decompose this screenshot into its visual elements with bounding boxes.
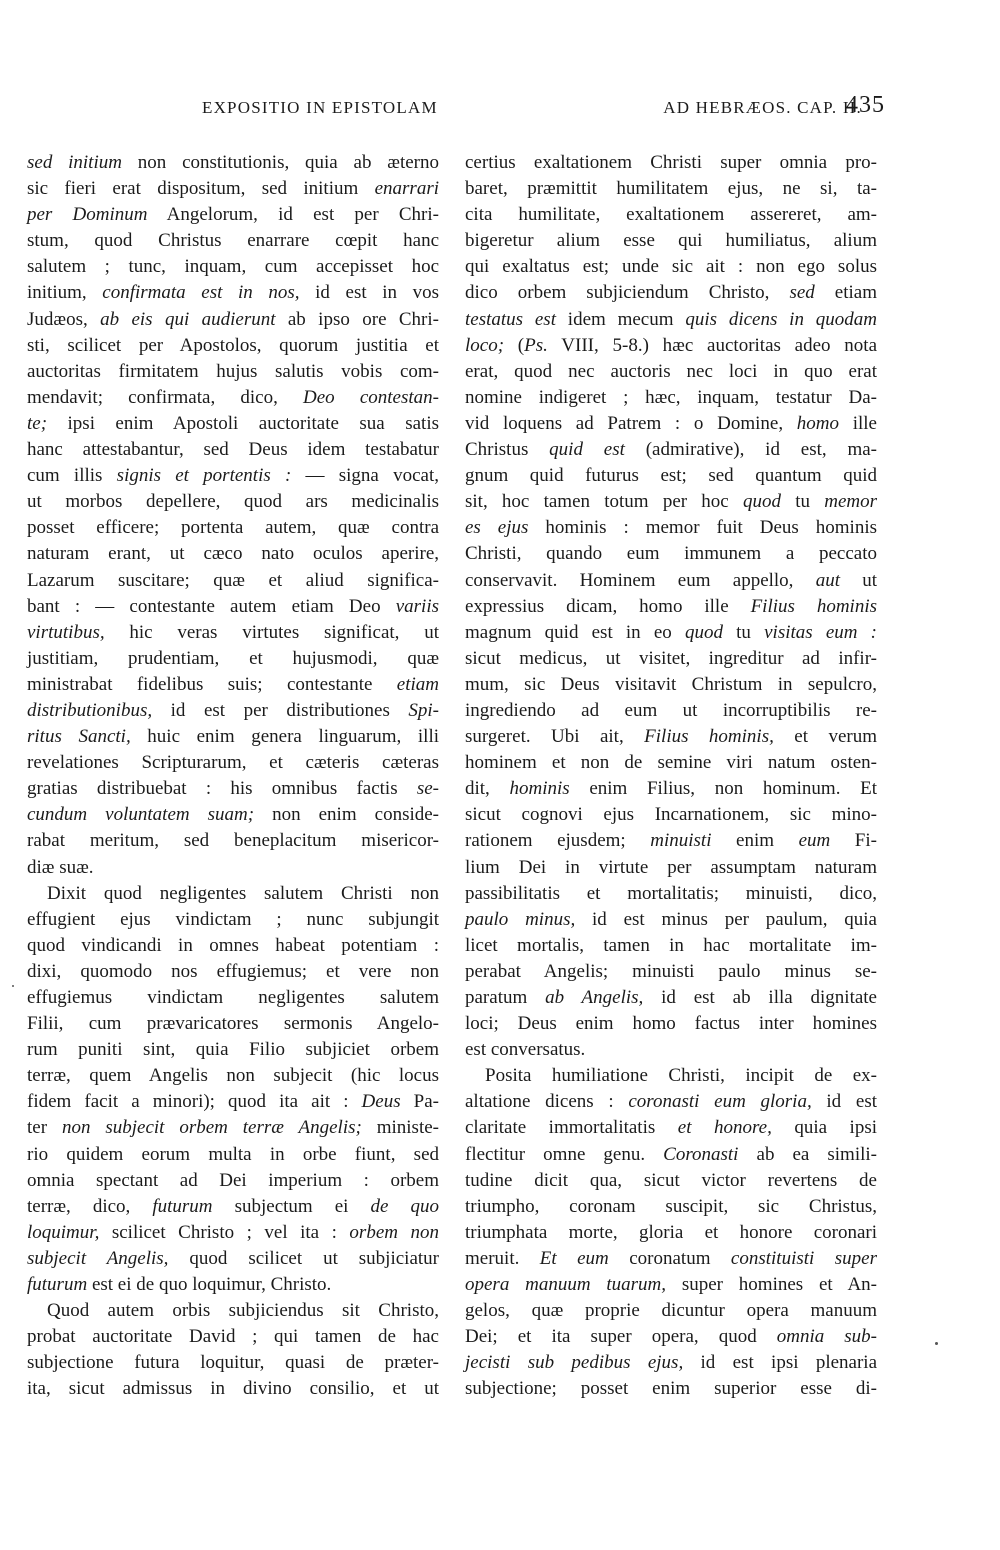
text-segment: hominis : memor fuit Deus hominis xyxy=(528,517,877,539)
text-segment: loci; Deus enim homo factus inter homines xyxy=(465,1013,877,1035)
text-line xyxy=(27,750,439,776)
text-segment: expressius dicam, homo ille xyxy=(465,595,751,617)
text-line xyxy=(465,437,877,463)
text-segment: ut morbos depellere, quod ars medicinalis xyxy=(27,491,439,513)
italic-text-segment: variis xyxy=(395,595,439,617)
italic-text-segment: ab eis qui audierunt xyxy=(100,308,276,330)
text-segment: Fi- xyxy=(830,830,877,852)
text-segment: initium, xyxy=(27,282,103,304)
italic-text-segment: cundum voluntatem suam; xyxy=(27,804,255,826)
text-segment: gnum quid futurus est; sed quantum quid xyxy=(465,465,877,487)
italic-text-segment: ab Angelis, xyxy=(545,987,644,1008)
italic-text-segment: virtutibus, xyxy=(27,621,105,643)
italic-text-segment: futurum xyxy=(27,1274,88,1296)
text-segment: tu xyxy=(722,621,765,643)
text-line xyxy=(27,1194,439,1220)
text-line xyxy=(465,359,877,385)
text-segment: et verum xyxy=(773,726,877,748)
text-segment: est conversatus. xyxy=(465,1039,586,1061)
running-head xyxy=(202,98,862,118)
text-segment: coronatum xyxy=(608,1247,731,1269)
text-line xyxy=(465,776,877,802)
text-segment: bigeretur alium esse qui humiliatus, alium xyxy=(465,230,877,252)
text-line xyxy=(465,1376,877,1402)
text-segment: rum puniti sint, quia Filio subjiciet orbem xyxy=(27,1039,439,1061)
text-line xyxy=(465,1298,877,1324)
text-line xyxy=(465,1115,877,1141)
text-line xyxy=(27,802,439,828)
text-segment: subjectione; posset enim superior esse di- xyxy=(465,1378,877,1400)
italic-text-segment: orbem non xyxy=(349,1221,439,1243)
italic-text-segment: eum xyxy=(798,830,831,852)
italic-text-segment: omnia sub- xyxy=(776,1326,877,1348)
text-line xyxy=(27,1011,439,1037)
text-line xyxy=(27,698,439,724)
italic-text-segment: Deo contestan- xyxy=(303,386,439,408)
text-line xyxy=(465,594,877,620)
text-line xyxy=(27,594,439,620)
text-line xyxy=(27,1089,439,1115)
text-segment: mum, sic Deus visitavit Christum in sepulcro, xyxy=(465,673,877,695)
text-line xyxy=(465,568,877,594)
text-line xyxy=(27,828,439,854)
text-segment: qui exaltatus est; unde sic ait : non ego solus xyxy=(465,256,877,278)
text-segment: posset efficere; portenta autem, quæ contra xyxy=(27,517,439,539)
text-line xyxy=(465,202,877,228)
text-segment: terræ, quem Angelis non subjecit (hic locus xyxy=(27,1065,439,1087)
text-line xyxy=(465,672,877,698)
italic-text-segment: loquimur, xyxy=(27,1221,100,1243)
text-line xyxy=(27,333,439,359)
text-segment: conservavit. Hominem eum appello, xyxy=(465,569,816,591)
text-segment: ut xyxy=(839,569,877,591)
text-line xyxy=(465,176,877,202)
italic-text-segment: opera manuum tuarum, xyxy=(465,1274,667,1296)
text-line xyxy=(27,1272,439,1298)
italic-text-segment: minuisti xyxy=(650,830,712,852)
text-segment: omnia spectant ad Dei imperium : orbem xyxy=(27,1169,439,1191)
text-segment: Judæos, xyxy=(27,308,101,330)
text-line xyxy=(27,1376,439,1402)
text-line xyxy=(465,541,877,567)
text-segment: Christus xyxy=(465,439,550,461)
text-line xyxy=(27,1142,439,1168)
text-segment: bant : — contestante autem etiam Deo xyxy=(27,595,396,617)
text-line xyxy=(465,959,877,985)
text-line xyxy=(465,724,877,750)
text-line xyxy=(465,411,877,437)
text-segment: Lazarum suscitare; quæ et aliud significa- xyxy=(27,569,439,591)
text-segment: flectitur omne genu. xyxy=(465,1143,664,1165)
text-segment: Pa- xyxy=(400,1091,439,1113)
text-line xyxy=(465,933,877,959)
text-line xyxy=(27,437,439,463)
text-line xyxy=(465,385,877,411)
text-segment: id est in vos xyxy=(299,282,440,304)
text-line xyxy=(465,515,877,541)
text-segment: tu xyxy=(780,491,825,513)
text-segment: ( xyxy=(504,334,525,356)
text-line xyxy=(465,698,877,724)
text-segment: quod scilicet ut subjiciatur xyxy=(168,1247,439,1269)
text-line xyxy=(27,541,439,567)
text-segment: non constitutionis, quia ab æterno xyxy=(121,152,439,173)
text-line xyxy=(465,1142,877,1168)
text-line xyxy=(27,150,439,176)
italic-text-segment: enarrari xyxy=(374,178,439,200)
text-line xyxy=(465,985,877,1011)
italic-text-segment: testatus est xyxy=(465,308,556,330)
italic-text-segment: se- xyxy=(416,778,439,800)
text-segment: stum, quod Christus enarrare cœpit hanc xyxy=(27,230,439,252)
text-segment: enim xyxy=(711,830,799,852)
italic-text-segment: aut xyxy=(815,569,840,591)
text-line xyxy=(465,150,877,176)
italic-text-segment: subjecit Angelis, xyxy=(27,1247,169,1269)
italic-text-segment: memor xyxy=(824,491,878,513)
text-line xyxy=(27,489,439,515)
page-number: 435 xyxy=(846,92,885,118)
text-segment: quod vindicandi in omnes habeat potentiam : xyxy=(27,934,439,956)
text-line xyxy=(27,985,439,1011)
text-segment: ingrediendo ad eum ut incorruptibilis re- xyxy=(465,699,877,721)
text-segment: lium Dei in virtute per assumptam naturam xyxy=(465,856,877,878)
italic-text-segment: coronasti eum gloria, xyxy=(628,1091,812,1113)
text-segment: Christi, quando eum immunem a peccato xyxy=(465,543,877,565)
text-segment: id est ipsi plenaria xyxy=(683,1352,878,1374)
text-line xyxy=(465,1194,877,1220)
text-line xyxy=(465,1089,877,1115)
text-segment: effugiemus vindictam negligentes salutem xyxy=(27,987,439,1008)
italic-text-segment: quod xyxy=(742,491,781,513)
text-line xyxy=(27,307,439,333)
text-segment: revelationes Scripturarum, et cæteris cæteras xyxy=(27,752,439,774)
text-segment: id est xyxy=(811,1091,877,1113)
text-line xyxy=(465,1168,877,1194)
text-segment: Dei; et ita super opera, quod xyxy=(465,1326,777,1348)
italic-text-segment: Coronasti xyxy=(663,1143,739,1165)
text-segment: gratias distribuebat : his omnibus factis xyxy=(27,778,417,800)
italic-text-segment: sed initium xyxy=(27,152,122,173)
italic-text-segment: futurum xyxy=(152,1195,213,1217)
text-line xyxy=(465,280,877,306)
text-segment: licet mortalis, tamen in hac mortalitate im- xyxy=(465,934,877,956)
text-line xyxy=(27,907,439,933)
left-text-column xyxy=(27,150,439,1403)
text-segment: id est per distributiones xyxy=(152,699,409,721)
text-line xyxy=(465,333,877,359)
italic-text-segment: Deus xyxy=(361,1091,401,1113)
text-segment: id est ab illa dignitate xyxy=(643,987,877,1008)
text-line xyxy=(27,1298,439,1324)
text-segment: subjectum ei xyxy=(212,1195,371,1217)
text-segment: magnum quid est in eo xyxy=(465,621,685,643)
text-segment: ab ea simili- xyxy=(738,1143,877,1165)
italic-text-segment: distributionibus, xyxy=(27,699,153,721)
italic-text-segment: sed xyxy=(789,282,815,304)
italic-text-segment: confirmata est in nos, xyxy=(102,282,300,304)
text-segment: rationem ejusdem; xyxy=(465,830,651,852)
text-segment: etiam xyxy=(814,282,878,304)
text-segment: certius exaltationem Christi super omnia pro- xyxy=(465,152,877,173)
text-line xyxy=(27,1350,439,1376)
italic-text-segment: per Dominum xyxy=(27,204,148,226)
italic-text-segment: signis et portentis : xyxy=(116,465,292,487)
text-line xyxy=(27,855,439,881)
text-line xyxy=(27,1324,439,1350)
text-segment: sit, hoc tamen totum per hoc xyxy=(465,491,743,513)
text-segment: mendavit; confirmata, dico, xyxy=(27,386,304,408)
text-line xyxy=(27,672,439,698)
text-segment: non enim conside- xyxy=(254,804,440,826)
text-segment: rio quidem eorum multa in orbe fiunt, sed xyxy=(27,1143,439,1165)
text-line xyxy=(465,307,877,333)
italic-text-segment: jecisti sub pedibus ejus, xyxy=(465,1352,684,1374)
italic-text-segment: visitas eum : xyxy=(764,621,877,643)
text-line xyxy=(27,385,439,411)
text-line xyxy=(27,202,439,228)
text-segment: passibilitatis et mortalitatis; minuisti, dico, xyxy=(465,882,877,904)
text-line xyxy=(27,254,439,280)
text-segment: rabat meritum, sed beneplacitum misericor- xyxy=(27,830,439,852)
text-line xyxy=(465,1220,877,1246)
text-segment: enim Filius, non hominum. Et xyxy=(569,778,878,800)
text-segment: Dixit quod negligentes salutem Christi non xyxy=(47,882,439,904)
italic-text-segment: quod xyxy=(684,621,723,643)
text-segment: effugient ejus vindictam ; nunc subjungit xyxy=(27,908,439,930)
text-line xyxy=(27,280,439,306)
text-segment: salutem ; tunc, inquam, cum accepisset hoc xyxy=(27,256,439,278)
text-line xyxy=(27,1168,439,1194)
text-line xyxy=(465,646,877,672)
text-segment: paratum xyxy=(465,987,546,1008)
text-segment: sicut cognovi ejus Incarnationem, sic mino- xyxy=(465,804,877,826)
text-line xyxy=(465,1037,877,1063)
text-line xyxy=(27,1115,439,1141)
italic-text-segment: hominis xyxy=(509,778,570,800)
italic-text-segment: paulo minus, xyxy=(465,908,576,930)
text-segment: idem mecum xyxy=(555,308,686,330)
text-segment: dico orbem subjiciendum Christo, xyxy=(465,282,790,304)
text-segment: erat, quod nec auctoris nec loci in quo erat xyxy=(465,360,877,382)
italic-text-segment: de quo xyxy=(370,1195,439,1217)
text-segment: hanc attestabantur, sed Deus idem testabatur xyxy=(27,439,439,461)
paper-speck xyxy=(12,985,14,987)
text-line xyxy=(27,411,439,437)
text-segment: triumpho, coronam suscipit, sic Christus, xyxy=(465,1195,877,1217)
text-line xyxy=(465,828,877,854)
text-line xyxy=(465,463,877,489)
text-line xyxy=(27,1220,439,1246)
text-segment: hic veras virtutes significat, ut xyxy=(104,621,439,643)
text-segment: dixi, quomodo nos effugiemus; et vere non xyxy=(27,960,439,982)
text-segment: nomine indigeret ; hæc, inquam, testatur Da- xyxy=(465,386,877,408)
text-segment: — signa vocat, xyxy=(291,465,439,487)
text-segment: ter xyxy=(27,1117,62,1139)
text-segment: huic enim genera linguarum, illi xyxy=(130,726,440,748)
italic-text-segment: non subjecit orbem terræ Angelis; xyxy=(61,1117,362,1139)
text-segment: ille xyxy=(839,412,877,434)
text-line xyxy=(465,489,877,515)
right-text-column xyxy=(465,150,877,1403)
text-segment: diæ suæ. xyxy=(27,856,94,878)
text-line xyxy=(27,933,439,959)
italic-text-segment: es ejus xyxy=(465,517,529,539)
text-line xyxy=(27,724,439,750)
italic-text-segment: Filius hominis, xyxy=(644,726,774,748)
text-line xyxy=(27,359,439,385)
text-segment: meruit. xyxy=(465,1247,540,1269)
text-line xyxy=(465,620,877,646)
text-segment: id est minus per paulum, quia xyxy=(575,908,877,930)
text-segment: scilicet Christo ; vel ita : xyxy=(99,1221,350,1243)
text-segment: Angelorum, id est per Chri- xyxy=(147,204,439,226)
text-line xyxy=(27,776,439,802)
text-line xyxy=(465,1350,877,1376)
text-line xyxy=(27,959,439,985)
text-line xyxy=(465,802,877,828)
italic-text-segment: Ps. xyxy=(524,334,548,356)
text-segment: auctoritas firmitatem hujus salutis vobis com- xyxy=(27,360,439,382)
text-line xyxy=(27,515,439,541)
italic-text-segment: ritus Sancti, xyxy=(27,726,131,748)
text-line xyxy=(465,750,877,776)
text-line xyxy=(465,1011,877,1037)
text-segment: naturam erant, ut cæco nato oculos aperire, xyxy=(27,543,439,565)
text-segment: super homines et An- xyxy=(666,1274,877,1296)
text-segment: ipsi enim Apostoli auctoritate sua satis xyxy=(47,412,439,434)
text-segment: cita humilitate, exaltationem assereret, am- xyxy=(465,204,877,226)
text-segment: surgeret. Ubi ait, xyxy=(465,726,645,748)
text-segment: altatione dicens : xyxy=(465,1091,629,1113)
text-segment: cum illis xyxy=(27,465,117,487)
text-segment: sic fieri erat dispositum, sed initium xyxy=(27,178,375,200)
italic-text-segment: te; xyxy=(27,412,48,434)
italic-text-segment: quis dicens in quodam xyxy=(685,308,877,330)
italic-text-segment: Spi- xyxy=(408,699,439,721)
text-segment: vid loquens ad Patrem : o Domine, xyxy=(465,412,797,434)
text-line xyxy=(27,176,439,202)
text-segment: VIII, 5-8.) hæc auctoritas adeo nota xyxy=(547,334,877,356)
text-segment: gelos, quæ proprie dicuntur opera manuum xyxy=(465,1300,877,1322)
text-line xyxy=(27,620,439,646)
text-line xyxy=(27,646,439,672)
text-segment: fidem facit a minori); quod ita ait : xyxy=(27,1091,362,1113)
text-line xyxy=(27,463,439,489)
italic-text-segment: et honore, xyxy=(677,1117,772,1139)
text-line xyxy=(465,1324,877,1350)
paper-speck xyxy=(935,1342,938,1345)
text-segment: ministrabat fidelibus suis; contestante xyxy=(27,673,397,695)
text-segment: Filii, cum prævaricatores sermonis Angelo- xyxy=(27,1013,439,1035)
text-segment: baret, præmittit humilitatem ejus, ne si, ta- xyxy=(465,178,877,200)
italic-text-segment: homo xyxy=(796,412,840,434)
italic-text-segment: Et eum xyxy=(539,1247,609,1269)
text-line xyxy=(27,568,439,594)
text-segment: justitiam, prudentiam, et hujusmodi, quæ xyxy=(27,647,439,669)
text-line xyxy=(27,881,439,907)
text-line xyxy=(465,228,877,254)
italic-text-segment: quid est xyxy=(549,439,625,461)
text-line xyxy=(27,1063,439,1089)
text-segment: sti, scilicet per Apostolos, quorum justitia et xyxy=(27,334,439,356)
text-segment: triumphata morte, gloria et honore coronari xyxy=(465,1221,877,1243)
text-segment: (admirative), id est, ma- xyxy=(624,439,877,461)
text-segment: terræ, dico, xyxy=(27,1195,153,1217)
text-segment: claritate immortalitatis xyxy=(465,1117,678,1139)
text-line xyxy=(27,228,439,254)
text-line xyxy=(465,1063,877,1089)
text-segment: hominem et non de semine viri natum osten- xyxy=(465,752,877,774)
running-head-title-right: AD HEBRÆOS. CAP. II. xyxy=(663,98,862,117)
text-line xyxy=(465,1272,877,1298)
text-segment: ministe- xyxy=(361,1117,439,1139)
text-segment: tudine dicit qua, sicut victor revertens de xyxy=(465,1169,877,1191)
text-segment: dit, xyxy=(465,778,510,800)
text-segment: quia ipsi xyxy=(771,1117,877,1139)
text-segment: ab ipso ore Chri- xyxy=(275,308,439,330)
text-segment: subjectione futura loquitur, quasi de præter- xyxy=(27,1352,439,1374)
text-line xyxy=(465,907,877,933)
text-line xyxy=(465,254,877,280)
text-line xyxy=(27,1246,439,1272)
text-segment: perabat Angelis; minuisti paulo minus se- xyxy=(465,960,877,982)
running-head-title-left: EXPOSITIO IN EPISTOLAM xyxy=(202,98,438,117)
text-segment: sicut medicus, ut visitet, ingreditur ad infir- xyxy=(465,647,877,669)
italic-text-segment: constituisti super xyxy=(730,1247,877,1269)
text-line xyxy=(465,1246,877,1272)
italic-text-segment: loco; xyxy=(465,334,505,356)
text-segment: ita, sicut admissus in divino consilio, et ut xyxy=(27,1378,439,1400)
text-line xyxy=(465,855,877,881)
text-segment: Quod autem orbis subjiciendus sit Christo, xyxy=(47,1300,439,1322)
text-line xyxy=(465,881,877,907)
text-segment: est ei de quo loquimur, Christo. xyxy=(87,1274,332,1296)
italic-text-segment: Filius hominis xyxy=(750,595,877,617)
italic-text-segment: etiam xyxy=(396,673,439,695)
text-segment: Posita humiliatione Christi, incipit de ex- xyxy=(485,1065,877,1087)
text-segment: probat auctoritate David ; qui tamen de hac xyxy=(27,1326,439,1348)
text-line xyxy=(27,1037,439,1063)
